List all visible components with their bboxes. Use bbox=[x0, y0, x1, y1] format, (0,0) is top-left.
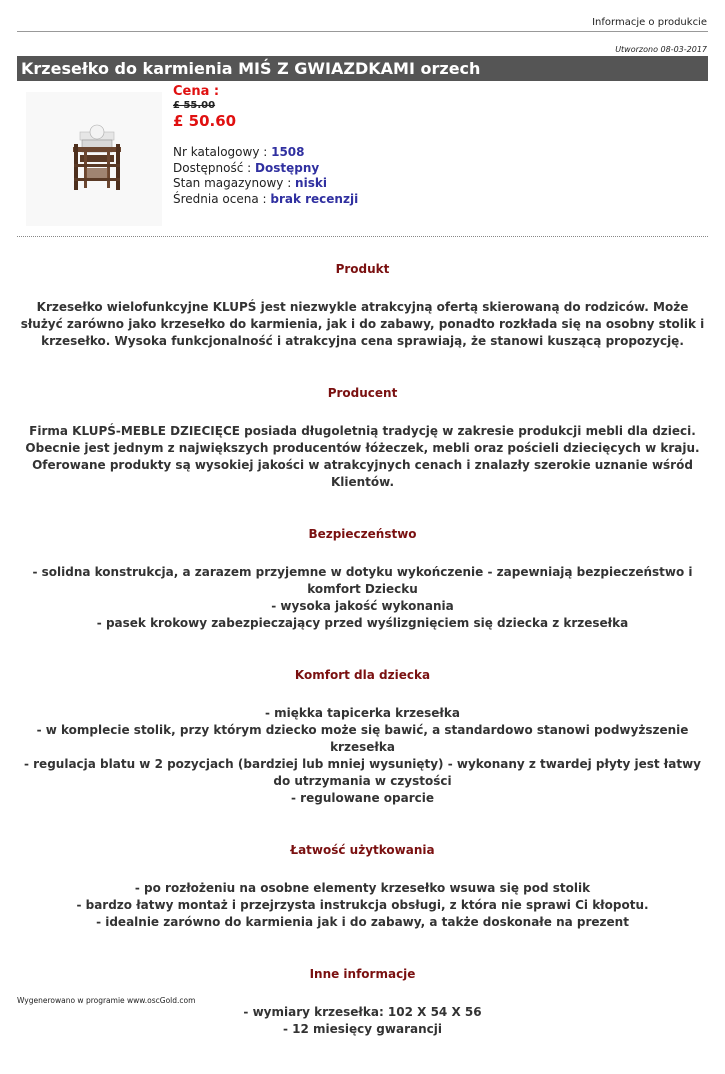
section-line: - po rozłożeniu na osobne elementy krzesełko wsuwa się pod stolik bbox=[134, 881, 591, 895]
rating-value: brak recenzji bbox=[270, 191, 359, 206]
availability-label: Dostępność : bbox=[173, 160, 256, 175]
section-heading: Łatwość użytkowania bbox=[290, 843, 435, 857]
price-box bbox=[173, 84, 236, 130]
rating-row bbox=[173, 192, 358, 208]
description bbox=[17, 262, 708, 1074]
section-divider bbox=[17, 236, 708, 237]
section-line: - 12 miesięcy gwarancji bbox=[283, 1022, 442, 1036]
price-label: Cena : bbox=[173, 84, 220, 99]
section-line: - solidna konstrukcja, a zarazem przyjemne w dotyku wykończenie - zapewniają bezpieczeństwo i komfort Dziecku bbox=[32, 565, 693, 596]
section-line: - wysoka jakość wykonania bbox=[271, 599, 454, 613]
section-line: - bardzo łatwy montaż i przejrzysta instrukcja obsługi, z która nie sprawi Ci kłopotu. bbox=[76, 898, 649, 912]
section-line: - idealnie zarówno do karmienia jak i do zabawy, a także doskonałe na prezent bbox=[96, 915, 629, 929]
section-latwosc bbox=[17, 843, 708, 931]
stock-value: niski bbox=[295, 176, 327, 190]
availability-row bbox=[173, 161, 358, 177]
catalog-number-row bbox=[173, 145, 358, 161]
section-heading: Inne informacje bbox=[309, 967, 416, 981]
section-line: - miękka tapicerka krzesełka bbox=[265, 706, 460, 720]
stock-label: Stan magazynowy : bbox=[173, 176, 296, 190]
old-price: £ 55.00 bbox=[173, 100, 216, 111]
section-line: Krzesełko wielofunkcyjne KLUPŚ jest niezwykle atrakcyjną ofertą skierowaną do rodziców. Może służyć zarówno jako krzesełko do karmienia, jak i do zabawy, ponadto rozkłada się na osobny stolik i krzesełko. Wysoka funkcjonalność i atrakcyjna cena sprawiają, że stanowi kuszącą propozycję. bbox=[20, 300, 705, 348]
rating-label: Średnia ocena : bbox=[173, 191, 271, 206]
section-heading: Bezpieczeństwo bbox=[308, 527, 417, 541]
section-bezpieczenstwo bbox=[17, 527, 708, 632]
section-produkt bbox=[17, 262, 708, 350]
section-line: - w komplecie stolik, przy którym dziecko może się bawić, a standardowo stanowi podwyższenie krzesełka bbox=[36, 723, 689, 754]
high-chair-icon bbox=[26, 92, 162, 226]
section-heading: Producent bbox=[327, 386, 398, 400]
catalog-number-label: Nr katalogowy : bbox=[173, 145, 272, 159]
section-line: - wymiary krzesełka: 102 X 54 X 56 bbox=[243, 1005, 482, 1019]
footer-text: Wygenerowano w programie www.oscGold.com bbox=[17, 996, 196, 1005]
product-image bbox=[26, 92, 162, 226]
header-label: Informacje o produkcie bbox=[592, 17, 707, 28]
new-price: £ 50.60 bbox=[173, 112, 237, 130]
availability-value: Dostępny bbox=[255, 160, 320, 175]
header-divider bbox=[17, 31, 708, 32]
created-date: Utworzono 08-03-2017 bbox=[615, 45, 707, 54]
section-heading: Produkt bbox=[335, 262, 390, 276]
section-producent bbox=[17, 386, 708, 491]
stock-row bbox=[173, 176, 358, 192]
section-line: - pasek krokowy zabezpieczający przed wyślizgnięciem się dziecka z krzesełka bbox=[96, 616, 629, 630]
section-line: - regulacja blatu w 2 pozycjach (bardziej lub mniej wysunięty) - wykonany z twardej płyty jest łatwy do utrzymania w czystości bbox=[23, 757, 701, 788]
section-line: - regulowane oparcie bbox=[291, 791, 434, 805]
product-title: Krzesełko do karmienia MIŚ Z GWIAZDKAMI orzech bbox=[17, 56, 708, 81]
product-info bbox=[173, 145, 358, 207]
section-komfort bbox=[17, 668, 708, 807]
catalog-number-value: 1508 bbox=[271, 145, 305, 159]
section-line: Firma KLUPŚ-MEBLE DZIECIĘCE posiada długoletnią tradycję w zakresie produkcji mebli dla dzieci. Obecnie jest jednym z największych producentów łóżeczek, mebli oraz pościeli dziecięcych w kraju. Oferowane produkty są wysokiej jakości w atrakcyjnych cenach i znalazły szerokie uznanie wśród Klientów. bbox=[25, 424, 700, 489]
section-heading: Komfort dla dziecka bbox=[294, 668, 431, 682]
